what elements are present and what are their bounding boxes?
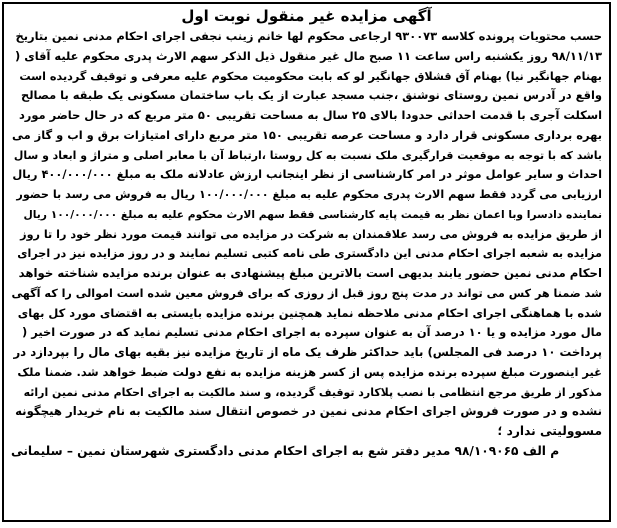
notice-title: آگهی مزایده غیر منقول نوبت اول — [181, 7, 432, 25]
notice-line: شد ضمنا هر کس می تواند در مدت پنج روز قبل از روزی که برای فروش معین شده است اموالی را که آگهی — [11, 286, 602, 300]
notice-line: مسوولیتی ندارد ؛ — [497, 424, 602, 438]
notice-line: پرداخت ۱۰ درصد فی المجلس) باید حداکثر ظرف یک ماه از تاریخ مزایده نیز بقیه بهای مال را بپردازد در — [13, 345, 602, 359]
notice-line: احداث و سایر عوامل موثر در امر کارشناسی از نظر اینجانب ارزش عادلانه ملک به مبلغ ۴۰۰/۰۰۰/۰۰۰ ریال — [12, 167, 602, 182]
notice-line: اسکلت آجری با قدمت احداثی حدودا بالای ۲۵ سال به مساحت تقریبی ۵۰ متر مربع که در حال حاضر مورد — [18, 108, 602, 122]
notice-line: حسب محتویات پرونده کلاسه ۹۳۰۰۷۳ ارجاعی محکوم لها خانم زینب نجفی اجرای احکام مدنی نمین بتاریخ — [15, 29, 602, 43]
notice-signature: م الف ۹۸/۱۰۹۰۶۵ مدیر دفتر شع به اجرای احکام مدنی دادگستری شهرستان نمین – سلیمانی — [11, 443, 560, 458]
notice-line: بهره برداری مسکونی قرار دارد و مساحت عرصه تقریبی ۱۵۰ متر مربع دارای امتیازات برق و اب و گاز می — [12, 127, 602, 142]
notice-line: باشد که با توجه به موقعیت قرارگیری ملک نسبت به کل روستا ،ارتباط آن با معابر اصلی و متراژ و ابعاد و سال — [13, 148, 602, 162]
notice-line: ارزیابی می گردد فقط سهم الارث پدری محکوم علیه به مبلغ ۱۰۰/۰۰۰/۰۰۰ ریال به فروش می رسد با حضور — [16, 188, 602, 201]
notice-line: از طریق مزایده به فروش می رسد علاقمندان به شرکت در مزایده می توانند قیمت مورد نظر خود را تا روز — [20, 227, 602, 241]
notice-line: مال مورد مزایده و یا ۱۰ درصد آن به عنوان سپرده به اجرای احکام مدنی تسلیم نماید که در صورت اخیر ( — [22, 325, 602, 340]
notice-line: احکام مدنی نمین حضور یابند بدیهی است بالاترین مبلغ پیشنهادی به عنوان برنده مزایده شناخته خواهد — [18, 266, 602, 280]
notice-line: نماینده دادسرا وبا اعمان نظر به قیمت پایه کارشناسی فقط سهم الارث محکوم علیه به مبلغ ۱۰۰/۰۰۰/۰۰۰ ریال — [23, 207, 602, 221]
notice-line: مزایده به شعبه اجرای احکام مدنی این دادگستری طی نامه کتبی تسلیم نمایند و در روز مزایده نیز در اجرای — [17, 247, 602, 261]
notice-line: ۹۸/۱۱/۱۳ روز یکشنبه راس ساعت ۱۱ صبح مال غیر منقول ذیل الذکر سهم الارث پدری محکوم علیه آقای ( — [15, 48, 602, 63]
notice-line: واقع در آدرس نمین روستای نوشنق ،جنب مسجد عبارت از یک باب ساختمان مسکونی یک طبقه با مصالح — [21, 88, 602, 103]
notice-body — [11, 27, 602, 462]
notice-line: بهنام جهانگیر نیا) بهنام آق قشلاق جهانگیر لو که بابت محکومیت محکوم علیه معرفی و توقیف گردیده است — [19, 69, 602, 83]
notice-line: مذکور از طریق مرجع انتظامی با نصب پلاکارد توقیف گردیده، و سند مالکیت به اجرای احکام مدنی نمین ارائه — [23, 385, 602, 399]
notice-line: شده با هماهنگی اجرای احکام مدنی ملاحظه نماید همچنین برنده مزایده بایستی به اقتضای مورد کل بهای — [17, 305, 602, 320]
notice-line: غیر اینصورت مبلغ سپرده برنده مزایده پس از کسر هزینه مزایده به نفع دولت ضبط خواهد شد. ضمنا ملک — [17, 364, 602, 379]
notice-line: نشده و در صورت فروش اجرای احکام مدنی نمین در خصوص انتقال سند مالکیت به نام خریدار هیچگونه — [15, 404, 602, 419]
auction-notice — [2, 2, 611, 522]
